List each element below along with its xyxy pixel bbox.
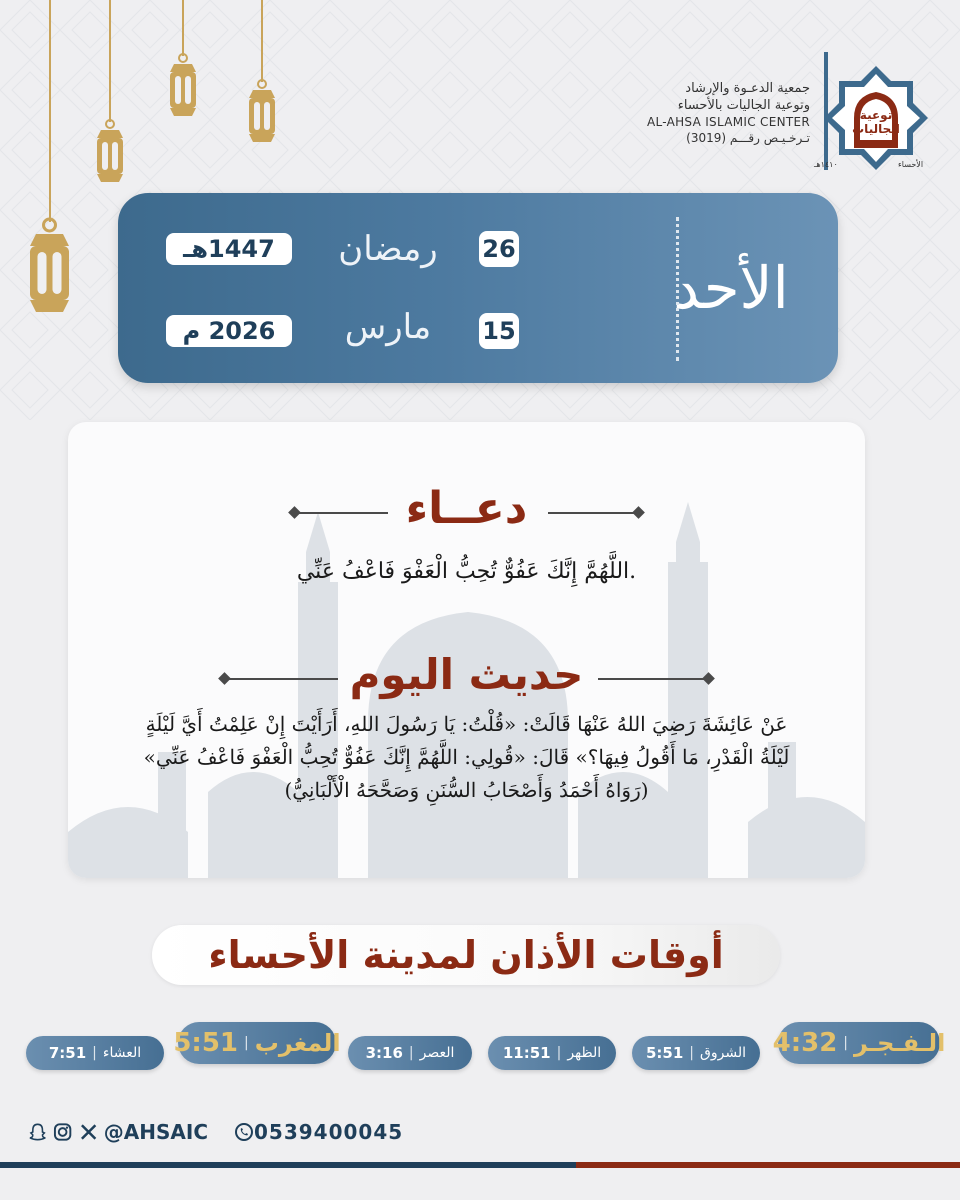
lantern-3 [249,80,275,142]
prayer-name: الشروق [700,1045,747,1061]
prayer-asr [348,1036,472,1070]
logo-year: ١٤١٠هـ [814,160,838,169]
org-name-line1: جمعية الدعـوة والإرشاد [685,81,810,96]
prayer-name: المغرب [254,1029,341,1057]
prayer-name: العشاء [102,1045,142,1061]
hadith-title: حديث اليوم [349,650,584,699]
date-banner [118,193,838,383]
logo-city: الأحساء [898,160,924,169]
bottom-bar [0,1162,960,1168]
prayer-time: 3:16 [365,1044,403,1062]
prayer-time: 11:51 [502,1044,551,1062]
x-icon[interactable] [79,1122,98,1142]
phone-contact[interactable] [234,1118,404,1146]
prayer-isha [26,1036,164,1070]
lantern-1 [170,54,196,116]
prayer-name: الظهر [567,1045,602,1061]
hadith-line-3: (رَوَاهُ أَحْمَدُ وَأَصْحَابُ السُّنَنِ وَصَحَّحَهُ الْأَلْبَانِيُّ) [284,778,649,802]
snapchat-icon[interactable] [28,1122,47,1142]
content-card [68,422,865,878]
prayer-sunrise [632,1036,760,1070]
separator: | [244,1035,249,1051]
org-license: تـرخـيـص رقـــم (3019) [686,131,810,145]
prayer-fajr [772,1022,946,1064]
phone-number: 0539400045 [254,1120,404,1144]
prayer-time: 7:51 [48,1044,87,1062]
logo-text: توعية الجاليات [852,108,900,136]
separator: | [92,1045,97,1061]
hijri-year: 1447هـ [166,233,292,265]
day-name: الأحد [673,254,789,322]
separator: | [843,1035,849,1051]
organization-info [590,80,810,146]
lantern-2 [97,120,123,182]
prayer-time: 5:51 [173,1028,239,1058]
social-contact[interactable] [28,1118,208,1146]
lantern-4 [30,219,69,312]
hijri-day: 26 [479,231,519,267]
instagram-icon[interactable] [53,1122,72,1142]
hijri-month: رمضان [338,229,438,269]
prayer-time: 4:32 [772,1028,838,1058]
dua-text: .اللَّهُمَّ إِنَّكَ عَفُوٌّ تُحِبُّ الْعَفْوَ فَاعْفُ عَنِّي [296,559,637,584]
prayer-time: 5:51 [645,1044,684,1062]
social-handle: @AHSAIC [103,1120,209,1144]
separator: | [689,1045,695,1061]
greg-year: 2026 م [166,315,292,347]
org-name-line2: وتوعية الجاليات بالأحساء [677,98,810,113]
prayer-dhuhr [488,1036,616,1070]
prayer-name: العصر [419,1045,455,1061]
prayer-maghrib [173,1022,341,1064]
hadith-line-2: لَيْلَةُ الْقَدْرِ، مَا أَقُولُ فِيهَا؟» قَالَ: «قُولِي: اللَّهُمَّ إِنَّكَ عَفُوٌّ تُحِبُّ الْعَفْوَ فَاعْفُ عَنِّي» [143,745,790,769]
hadith-line-1: عَنْ عَائِشَةَ رَضِيَ اللهُ عَنْهَا قَالَتْ: «قُلْتُ: يَا رَسُولَ اللهِ، أَرَأَيْتَ إِنْ عَلِمْتُ أَيَّ لَيْلَةٍ [145,712,788,736]
prayer-name: الـفـجـر [854,1029,946,1057]
prayer-times-title: أوقات الأذان لمدينة الأحساء [152,925,780,985]
greg-day: 15 [479,313,519,349]
divider-dotted [676,217,679,361]
whatsapp-icon [234,1122,254,1142]
organization-logo [814,50,932,178]
greg-month: مارس [344,307,432,347]
separator: | [556,1045,562,1061]
org-name-en: AL-AHSA ISLAMIC CENTER [646,115,810,129]
dua-title: دعــاء [405,483,528,534]
hadith-text [88,708,845,807]
separator: | [408,1045,414,1061]
